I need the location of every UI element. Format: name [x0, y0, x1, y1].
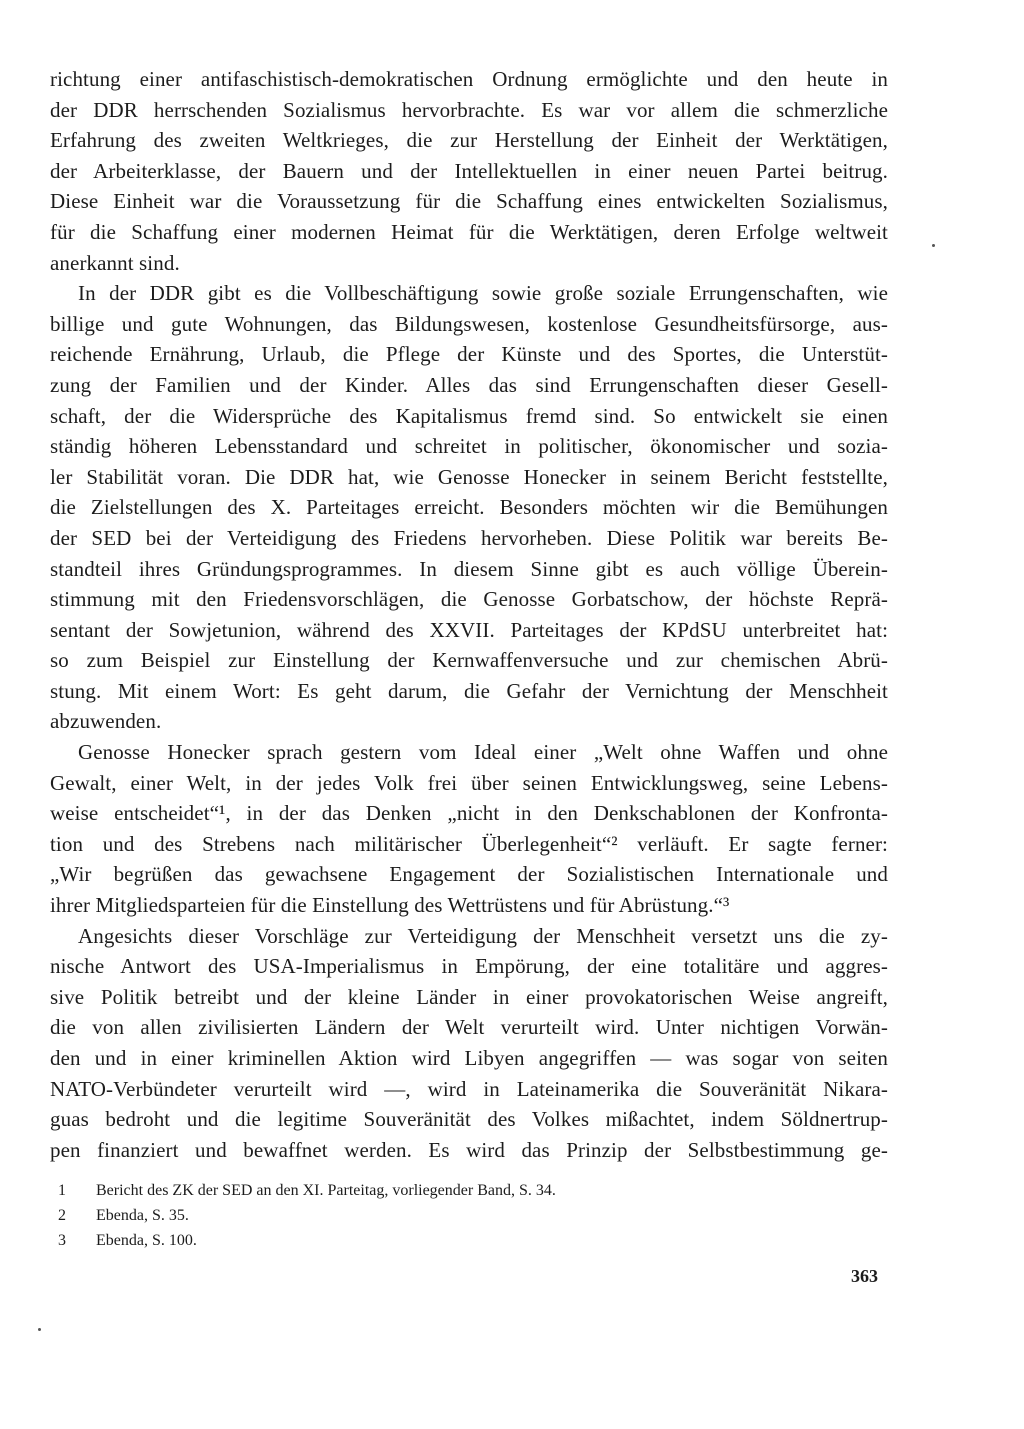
text-line: pen finanziert und bewaffnet werden. Es wird das Prinzip der Selbstbestimmung ge- — [50, 1137, 888, 1162]
text-line: die von allen zivilisierten Ländern der Welt verurteilt wird. Unter nichtigen Vorwän- — [50, 1015, 888, 1040]
paragraph-1 — [50, 64, 888, 278]
text-line: sentant der Sowjetunion, während des XXVII. Parteitages der KPdSU unterbreitet hat: — [50, 617, 888, 642]
footnote-text: Ebenda, S. 35. — [96, 1207, 189, 1224]
paragraph-3 — [50, 737, 888, 921]
text-line: die Zielstellungen des X. Parteitages erreicht. Besonders möchten wir die Bemühungen — [50, 495, 888, 520]
text-line: der Arbeiterklasse, der Bauern und der Intellektuellen in einer neuen Partei beitrug. — [50, 158, 888, 183]
footnote-text: Bericht des ZK der SED an den XI. Parteitag, vorliegender Band, S. 34. — [96, 1182, 556, 1199]
text-line: NATO-Verbündeter verurteilt wird —, wird in Lateinamerika die Souveränität Nikara- — [50, 1076, 888, 1101]
text-line: stung. Mit einem Wort: Es geht darum, die Gefahr der Vernichtung der Menschheit — [50, 678, 888, 703]
text-line: billige und gute Wohnungen, das Bildungswesen, kostenlose Gesundheitsfürsorge, aus- — [50, 311, 888, 336]
text-line: ler Stabilität voran. Die DDR hat, wie Genosse Honecker in seinem Bericht feststellte, — [50, 464, 888, 489]
footnote-number: 3 — [58, 1232, 66, 1249]
footnote-number: 1 — [58, 1182, 66, 1199]
text-line: den und in einer kriminellen Aktion wird Libyen angegriffen — was sogar von seiten — [50, 1046, 888, 1070]
text-line: Gewalt, einer Welt, in der jedes Volk frei über seinen Entwicklungsweg, seine Lebens- — [50, 770, 888, 795]
text-line: standteil ihres Gründungsprogrammes. In diesem Sinne gibt es auch völlige Überein- — [50, 556, 888, 581]
footnote-text: Ebenda, S. 100. — [96, 1232, 197, 1249]
text-line: guas bedroht und die legitime Souveränität des Volkes mißachtet, indem Söldnertrup- — [50, 1107, 888, 1132]
text-line: Diese Einheit war die Voraussetzung für die Schaffung eines entwickelten Sozialismus, — [50, 189, 888, 214]
paragraph-4 — [50, 921, 888, 1166]
text-line: stimmung mit den Friedensvorschlägen, die Genosse Gorbatschow, der höchste Reprä- — [50, 587, 888, 612]
text-line: reichende Ernährung, Urlaub, die Pflege der Künste und des Sportes, die Unterstüt- — [50, 342, 888, 367]
page-number: 363 — [851, 1266, 878, 1286]
footnote-1 — [58, 1178, 858, 1203]
text-line: Angesichts dieser Vorschläge zur Verteidigung der Menschheit versetzt uns die zy- — [78, 923, 888, 948]
footnote-3 — [58, 1228, 858, 1253]
scan-speck — [38, 1328, 41, 1331]
scan-speck — [932, 244, 935, 247]
text-line: „Wir begrüßen das gewachsene Engagement der Sozialistischen Internationale und — [50, 862, 888, 887]
text-line: nische Antwort des USA-Imperialismus in Empörung, der eine totalitäre und aggres- — [50, 954, 888, 979]
text-line: schaft, der die Widersprüche des Kapitalismus fremd sind. So entwickelt sie einen — [50, 403, 888, 428]
text-line: anerkannt sind. — [50, 250, 180, 275]
footnote-number: 2 — [58, 1207, 66, 1224]
text-line: abzuwenden. — [50, 709, 162, 734]
text-line: tion und des Strebens nach militärischer Überlegenheit“² verläuft. Er sagte ferner: — [50, 831, 888, 856]
text-line: In der DDR gibt es die Vollbeschäftigung sowie große soziale Errungenschaften, wie — [78, 281, 888, 306]
text-line: richtung einer antifaschistisch-demokratischen Ordnung ermöglichte und den heute in — [50, 67, 888, 91]
text-line: zung der Familien und der Kinder. Alles das sind Errungenschaften dieser Gesell- — [50, 372, 888, 397]
text-line: der DDR herrschenden Sozialismus hervorbrachte. Es war vor allem die schmerzliche — [50, 97, 888, 122]
text-line: Genosse Honecker sprach gestern vom Ideal einer „Welt ohne Waffen und ohne — [78, 740, 888, 765]
text-line: ständig höheren Lebensstandard und schreitet in politischer, ökonomischer und sozia- — [50, 434, 888, 459]
text-line: ihrer Mitgliedsparteien für die Einstellung des Wettrüstens und für Abrüstung.“³ — [50, 893, 730, 918]
footnotes — [58, 1178, 858, 1253]
text-line: der SED bei der Verteidigung des Friedens hervorheben. Diese Politik war bereits Be- — [50, 525, 888, 550]
text-line: Erfahrung des zweiten Weltkrieges, die zur Herstellung der Einheit der Werktätigen, — [50, 128, 888, 153]
footnote-2 — [58, 1203, 858, 1228]
paragraph-2 — [50, 278, 888, 737]
body-text — [50, 64, 888, 1165]
text-line: weise entscheidet“¹, in der das Denken „nicht in den Denkschablonen der Konfronta- — [50, 801, 888, 826]
text-line: so zum Beispiel zur Einstellung der Kernwaffenversuche und zur chemischen Abrü- — [50, 648, 888, 673]
text-line: sive Politik betreibt und der kleine Länder in einer provokatorischen Weise angreift, — [50, 984, 888, 1009]
text-line: für die Schaffung einer modernen Heimat für die Werktätigen, deren Erfolge weltweit — [50, 219, 888, 244]
